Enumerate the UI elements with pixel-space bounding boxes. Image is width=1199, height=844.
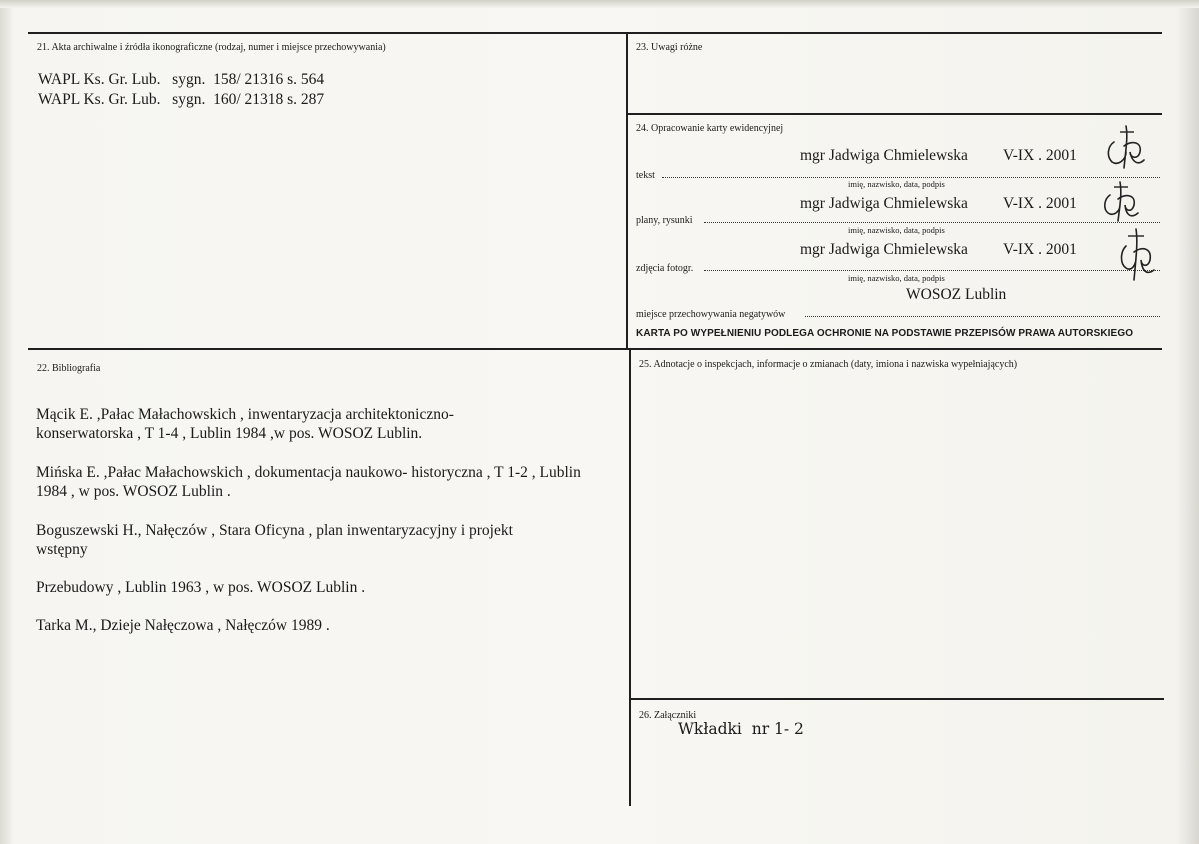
section23-label: 23. Uwagi różne: [636, 42, 703, 53]
section21-entry-1: WAPL Ks. Gr. Lub. sygn. 158/ 21316 s. 564: [38, 71, 325, 88]
row-tekst-label: tekst: [636, 170, 655, 181]
rule-23-24: [627, 113, 1162, 115]
attachments-value: Wkładki nr 1- 2: [678, 720, 804, 738]
row-tekst-caption: imię, nazwisko, data, podpis: [848, 179, 945, 189]
section22-label: 22. Bibliografia: [37, 363, 101, 374]
section25-label: 25. Adnotacje o inspekcjach, informacje o zmianach (daty, imiona i nazwiska wypełniających): [639, 359, 1018, 370]
row-zdjecia-label: zdjęcia fotogr.: [636, 263, 694, 274]
signature-2-icon: [1098, 179, 1142, 225]
bibliography-entry-4: Przebudowy , Lublin 1963 , w pos. WOSOZ Lublin .: [36, 579, 366, 596]
section24-label: 24. Opracowanie karty ewidencyjnej: [636, 123, 784, 134]
section21-label: 21. Akta archiwalne i źródła ikonograficzne (rodzaj, numer i miejsce przechowywania): [37, 42, 386, 53]
row-plany-label: plany, rysunki: [636, 215, 693, 226]
section21-entry-2: WAPL Ks. Gr. Lub. sygn. 160/ 21318 s. 287: [38, 91, 325, 108]
center-divider-lower: [629, 350, 631, 806]
page-top-edge: [0, 0, 1199, 8]
row-zdjecia-date: V-IX . 2001: [1003, 241, 1077, 258]
center-divider: [626, 32, 628, 350]
row-tekst-date: V-IX . 2001: [1003, 147, 1077, 164]
row-tekst-dotted-line: [662, 177, 1160, 178]
bibliography-entry-1: Mącik E. ,Pałac Małachowskich , inwentaryzacja architektoniczno-konserwatorska , T 1-4 , Lublin 1984 ,w pos. WOSOZ Lublin.: [36, 406, 454, 442]
copyright-note: KARTA PO WYPEŁNIENIU PODLEGA OCHRONIE NA PODSTAWIE PRZEPISÓW PRAWA AUTORSKIEGO: [636, 328, 1134, 339]
signature-3-icon: [1116, 226, 1158, 286]
bibliography-entry-2: Mińska E. ,Pałac Małachowskich , dokumentacja naukowo- historyczna , T 1-2 , Lublin 1984 , w pos. WOSOZ Lublin .: [36, 464, 581, 500]
top-rule: [28, 32, 1162, 34]
bibliography-entry-5: Tarka M., Dzieje Nałęczowa , Nałęczów 1989 .: [36, 617, 330, 634]
negatives-value: WOSOZ Lublin: [906, 286, 1007, 303]
bibliography-entry-3: Boguszewski H., Nałęczów , Stara Oficyna , plan inwentaryzacyjny i projekt wstępny: [36, 522, 513, 558]
row-plany-name: mgr Jadwiga Chmielewska: [800, 195, 968, 212]
middle-rule: [28, 348, 1162, 350]
rule-25-26: [630, 698, 1164, 700]
negatives-label: miejsce przechowywania negatywów: [636, 309, 786, 320]
row-zdjecia-dotted-line: [704, 270, 1160, 271]
negatives-dotted-line: [805, 316, 1160, 317]
row-zdjecia-name: mgr Jadwiga Chmielewska: [800, 241, 968, 258]
row-zdjecia-caption: imię, nazwisko, data, podpis: [848, 273, 945, 283]
row-tekst-name: mgr Jadwiga Chmielewska: [800, 147, 968, 164]
row-plany-caption: imię, nazwisko, data, podpis: [848, 225, 945, 235]
section26-label: 26. Załączniki: [639, 710, 697, 721]
row-plany-dotted-line: [704, 222, 1160, 223]
row-plany-date: V-IX . 2001: [1003, 195, 1077, 212]
signature-1-icon: [1100, 122, 1150, 174]
